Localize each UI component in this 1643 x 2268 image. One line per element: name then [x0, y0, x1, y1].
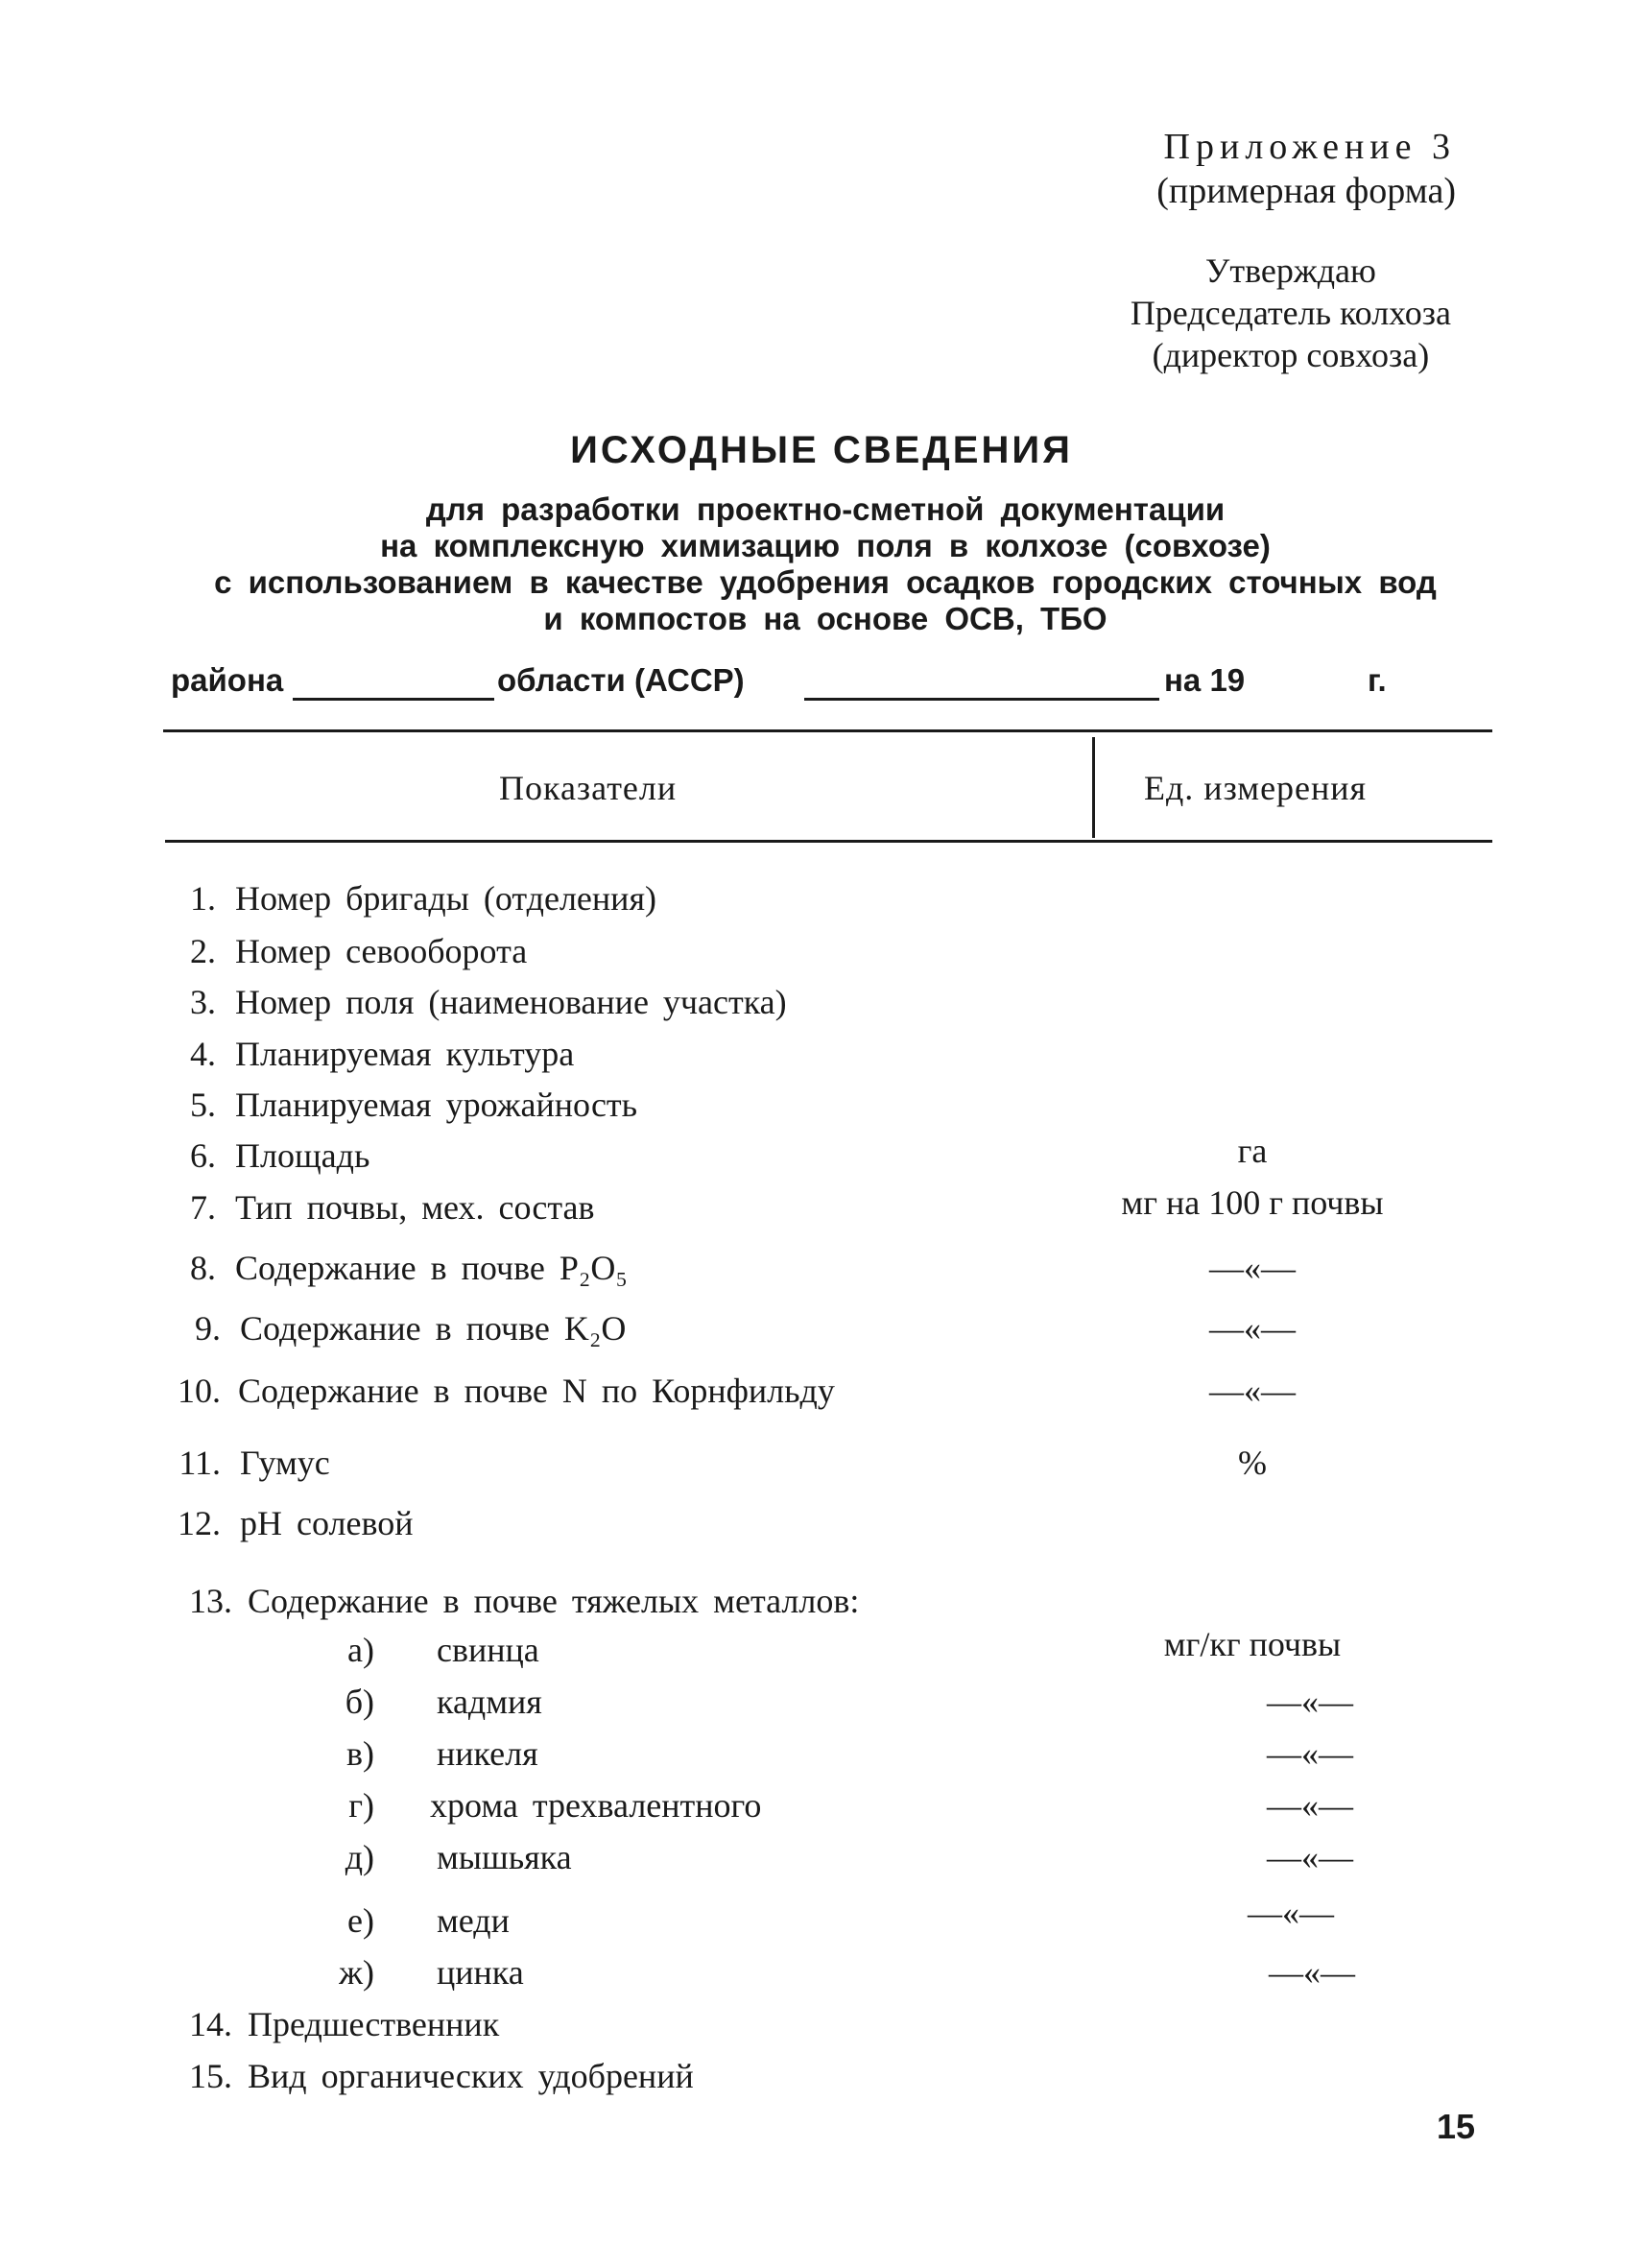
row-number: в) — [346, 1734, 374, 1773]
appendix-note — [1156, 125, 1456, 213]
row-label: Содержание в почве P₂O₅ — [235, 1249, 628, 1287]
row-label: pH солевой — [240, 1504, 414, 1542]
district-label: района — [171, 662, 284, 698]
row-unit: —«— — [1267, 1838, 1353, 1876]
table-row — [0, 1085, 1643, 1133]
document-title: ИСХОДНЫЕ СВЕДЕНИЯ — [570, 429, 1073, 471]
year-prefix: на 19 — [1164, 662, 1246, 698]
table-row — [0, 1894, 1643, 1948]
row-label: Планируемая культура — [235, 1035, 575, 1073]
column-header-indicators: Показатели — [499, 769, 678, 807]
table-row — [0, 1581, 1643, 1629]
row-label: Содержание в почве тяжелых металлов: — [248, 1582, 860, 1620]
row-number: 4. — [190, 1035, 216, 1073]
row-label: Вид органических удобрений — [248, 2057, 694, 2095]
row-number: 1. — [190, 879, 216, 918]
region-label: области (АССР) — [497, 662, 745, 698]
table-row — [0, 2004, 1643, 2052]
column-header-units: Ед. измерения — [1144, 769, 1368, 807]
approval-position-alt: (директор совхоза) — [1152, 336, 1430, 374]
row-number: 14. — [189, 2005, 232, 2043]
row-number: б) — [345, 1683, 374, 1721]
row-number: 8. — [190, 1249, 216, 1287]
row-number: 3. — [190, 983, 216, 1021]
table-column-divider — [1092, 737, 1095, 838]
approval-position: Председатель колхоза — [1130, 294, 1451, 332]
year-suffix: г. — [1368, 662, 1387, 698]
row-unit: —«— — [1248, 1894, 1334, 1932]
row-unit: —«— — [1209, 1249, 1296, 1287]
row-number: д) — [345, 1838, 374, 1876]
row-number: 2. — [190, 932, 216, 970]
table-row — [0, 2056, 1643, 2104]
table-row — [0, 1837, 1643, 1885]
row-unit: —«— — [1267, 1683, 1353, 1721]
row-label: хрома трехвалентного — [430, 1786, 762, 1825]
row-unit: —«— — [1209, 1309, 1296, 1348]
table-row — [0, 1371, 1643, 1419]
row-number: 15. — [189, 2057, 232, 2095]
row-number: а) — [347, 1631, 374, 1669]
appendix-number: Приложение 3 — [1163, 127, 1456, 167]
subtitle-line: и компостов на основе ОСВ, ТБО — [543, 601, 1107, 636]
row-label: Номер севооборота — [235, 932, 528, 970]
table-row — [0, 1625, 1643, 1678]
table-row — [0, 1785, 1643, 1833]
table-row — [0, 1733, 1643, 1781]
row-unit: % — [1238, 1444, 1267, 1482]
table-row — [0, 1183, 1643, 1235]
row-label: Тип почвы, мех. состав — [235, 1188, 595, 1227]
table-row — [0, 1308, 1643, 1356]
row-number: е) — [347, 1901, 374, 1940]
table-row — [0, 1443, 1643, 1491]
row-unit: га — [1237, 1132, 1268, 1170]
row-number: 6. — [190, 1136, 216, 1175]
row-label: Номер бригады (отделения) — [235, 879, 656, 918]
row-label: Площадь — [235, 1136, 370, 1175]
table-row — [0, 1503, 1643, 1551]
row-unit: мг/кг почвы — [1163, 1625, 1342, 1663]
row-number: 11. — [179, 1444, 221, 1482]
district-blank[interactable] — [293, 665, 494, 701]
table-row — [0, 1952, 1643, 2000]
row-label: Гумус — [240, 1444, 330, 1482]
document-subtitle — [144, 491, 1507, 637]
row-label: Номер поля (наименование участка) — [235, 983, 787, 1021]
table-row — [0, 1248, 1643, 1296]
row-label: свинца — [437, 1631, 539, 1669]
row-label: Содержание в почве K₂O — [240, 1309, 627, 1348]
approval-word: Утверждаю — [1204, 251, 1376, 290]
row-label: Предшественник — [248, 2005, 500, 2043]
row-label: Планируемая урожайность — [235, 1086, 638, 1124]
approval-block — [1131, 250, 1451, 376]
appendix-form-type: (примерная форма) — [1156, 171, 1456, 211]
table-row — [0, 1132, 1643, 1183]
table-top-rule — [163, 729, 1492, 732]
page-number: 15 — [1436, 2107, 1475, 2146]
table-row — [0, 878, 1643, 926]
row-label: Содержание в почве N по Корнфильду — [238, 1372, 835, 1410]
row-label: меди — [437, 1901, 510, 1940]
table-row — [0, 1682, 1643, 1730]
subtitle-line: для разработки проектно-сметной документации — [425, 491, 1226, 527]
row-label: никеля — [437, 1734, 538, 1773]
subtitle-line: с использованием в качестве удобрения осадков городских сточных вод — [214, 564, 1437, 600]
row-unit: мг на 100 г почвы — [1121, 1183, 1384, 1222]
row-unit: —«— — [1269, 1953, 1355, 1992]
row-number: 10. — [178, 1372, 221, 1410]
row-number: 13. — [189, 1582, 232, 1620]
row-number: 12. — [178, 1504, 221, 1542]
row-unit: —«— — [1267, 1734, 1353, 1773]
row-number: ж) — [339, 1953, 374, 1992]
table-header-rule — [165, 840, 1492, 843]
subtitle-line: на комплексную химизацию поля в колхозе (совхозе) — [380, 528, 1271, 563]
row-unit: —«— — [1267, 1786, 1353, 1825]
row-label: мышьяка — [437, 1838, 572, 1876]
table-row — [0, 982, 1643, 1030]
region-blank[interactable] — [804, 665, 1159, 701]
row-unit: —«— — [1209, 1372, 1296, 1410]
row-number: 9. — [195, 1309, 221, 1348]
row-label: цинка — [437, 1953, 524, 1992]
row-label: кадмия — [437, 1683, 542, 1721]
row-number: г) — [348, 1786, 374, 1825]
row-number: 5. — [190, 1086, 216, 1124]
row-number: 7. — [190, 1188, 216, 1227]
table-row — [0, 931, 1643, 979]
table-row — [0, 1034, 1643, 1082]
